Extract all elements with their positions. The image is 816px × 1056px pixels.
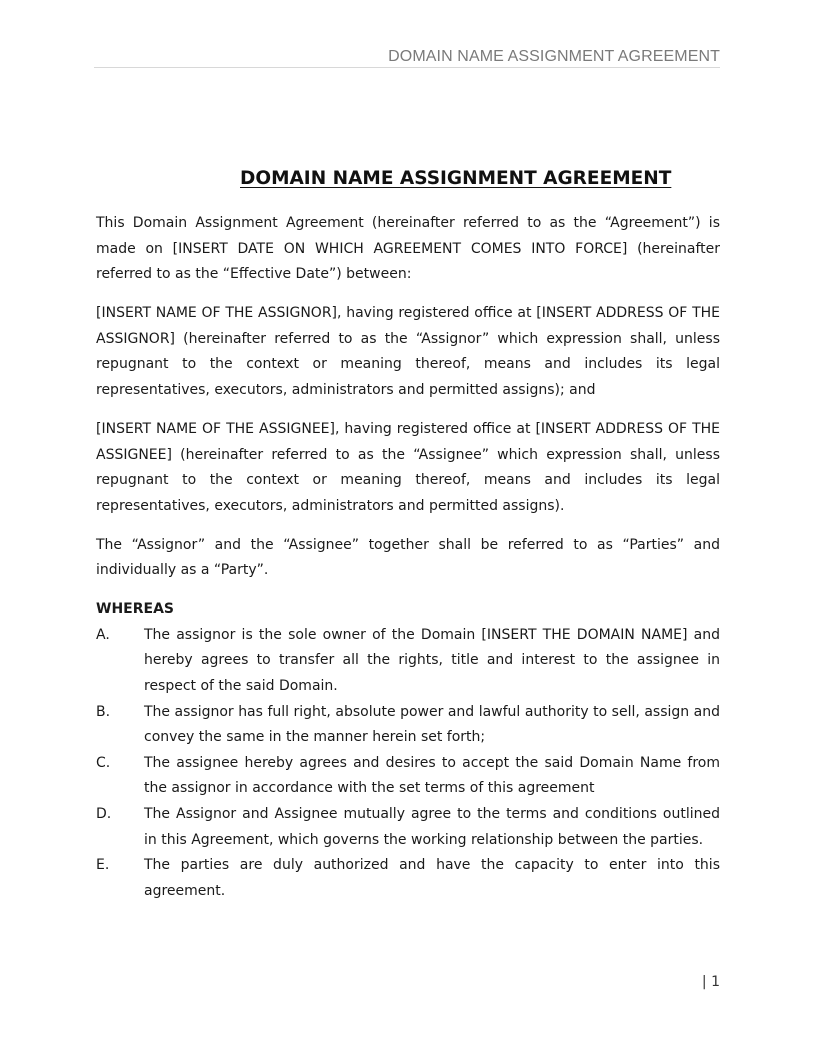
document-body: [96, 211, 720, 904]
paragraph-intro: This Domain Assignment Agreement (hereinafter referred to as the “Agreement”) is made on [INSERT DATE ON WHICH AGREEMENT COMES INTO FORCE] (hereinafter referred to as the “Effective Date”) between:: [96, 215, 720, 283]
list-item-text: The parties are duly authorized and have the capacity to enter into this agreement.: [144, 857, 720, 899]
list-item-text: The Assignor and Assignee mutually agree to the terms and conditions outlined in this Agreement, which governs the working relationship between the parties.: [144, 806, 720, 848]
list-item-text: The assignee hereby agrees and desires to accept the said Domain Name from the assignor in accordance with the set terms of this agreement: [144, 754, 720, 797]
list-item: [96, 751, 720, 802]
list-marker: B.: [96, 703, 111, 720]
document-title: DOMAIN NAME ASSIGNMENT AGREEMENT: [240, 168, 672, 189]
list-marker: A.: [96, 626, 110, 643]
list-item: [96, 623, 720, 700]
running-header: DOMAIN NAME ASSIGNMENT AGREEMENT: [388, 48, 720, 65]
header-divider: [94, 67, 720, 68]
list-marker: D.: [96, 806, 112, 823]
list-item: [96, 802, 720, 853]
list-item: [96, 700, 720, 751]
list-marker: C.: [96, 754, 111, 771]
list-item-text: The assignor has full right, absolute power and lawful authority to sell, assign and convey the same in the manner herein set forth;: [144, 703, 720, 746]
list-item-text: The assignor is the sole owner of the Domain [INSERT THE DOMAIN NAME] and hereby agrees to transfer all the rights, title and interest to the assignee in respect of the said Domain.: [144, 626, 720, 695]
list-marker: E.: [96, 857, 110, 874]
list-item: [96, 853, 720, 904]
paragraph-assignee: [INSERT NAME OF THE ASSIGNEE], having registered office at [INSERT ADDRESS OF THE ASSIGNEE] (hereinafter referred to as the “Assignee” which expression shall, unless repugnant to the context or meaning thereof, means and includes its legal representatives, executors, administrators and permitted assigns).: [96, 420, 720, 514]
paragraph-parties: The “Assignor” and the “Assignee” together shall be referred to as “Parties” and individually as a “Party”.: [96, 536, 720, 579]
page-number: | 1: [701, 974, 720, 990]
whereas-list: [96, 623, 720, 905]
paragraph-assignor: [INSERT NAME OF THE ASSIGNOR], having registered office at [INSERT ADDRESS OF THE ASSIGNOR] (hereinafter referred to as the “Assignor” which expression shall, unless repugnant to the context or meaning thereof, means and includes its legal representatives, executors, administrators and permitted assigns); and: [96, 305, 720, 398]
whereas-heading: WHEREAS: [96, 601, 174, 618]
